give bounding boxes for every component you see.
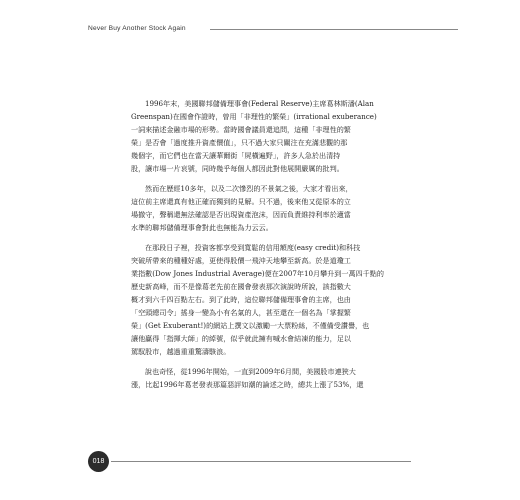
text-line: 「空頭總司令」搖身一變為小有名氣的人，甚至還在一個名為「掌握繁: [131, 308, 351, 317]
running-title: Never Buy Another Stock Again: [88, 25, 186, 32]
text-line: 股，讓市場一片哀號，同時幾乎每個人都因此對他展開嚴厲的批判。: [131, 164, 344, 173]
text-line: 歷史新高峰，而不是像葛老先前在國會發表那次演說時所說，該指數大: [131, 282, 351, 291]
paragraph-4: [131, 365, 403, 391]
paragraph-1: [131, 97, 403, 175]
text-line: 場撤守，聲稱還無法確認是否出現資產泡沫，因而負責維持利率於適當: [131, 210, 351, 219]
body-text: [131, 97, 403, 398]
text-line: 榮」是否會「過度推升資產價值」，只不過大家只關注在充滿悲觀的那: [131, 138, 348, 147]
text-line: 業指數(Dow Jones Industrial Average)便在2007年10月攀升到一萬四千點的: [131, 269, 384, 278]
running-header: [88, 24, 458, 36]
text-line: 幾個字，而它們也在當天讓華爾街「屍橫遍野」，許多人急於出清持: [131, 151, 341, 160]
text-line: 駕馭股市，越過重重驚濤駭浪。: [131, 347, 231, 356]
text-line: Greenspan)在國會作證時，曾用「非理性的繁榮」(irrational exuberance): [131, 112, 377, 121]
text-line: 這位前主席還真有他正確而獨到的見解。只不過，後來他又從原本的立: [131, 197, 351, 206]
text-line: 說也奇怪，從1996年開始，一直到2009年6月間，美國股市連狹大: [145, 367, 356, 376]
paragraph-2: [131, 182, 403, 234]
header-rule: [210, 29, 458, 30]
text-line: 一詞來描述金融市場的形勢。當時國會議員還追問，這種「非理性的繁: [131, 125, 351, 134]
text-line: 漲，比起1996年葛老發表那篇惡評如潮的論述之時，總共上漲了53%，還: [131, 380, 364, 389]
text-line: 突破所帶來的種種好處，更使得股價一飛沖天地攀至新高。於是道瓊工: [131, 256, 351, 265]
text-line: 在那段日子裡，投資客都享受到寬鬆的信用額度(easy credit)和科技: [145, 243, 361, 252]
text-line: 1996年末，美國聯邦儲備理事會(Federal Reserve)主席葛林斯潘(Alan: [145, 99, 374, 108]
paragraph-3: [131, 241, 403, 358]
page-number: 018: [88, 451, 109, 472]
text-line: 讓他贏得「指揮大師」的綽號，似乎就此擁有喊水會結凍的能力，足以: [131, 334, 351, 343]
text-line: 榮」(Get Exuberant!)的網站上撰文以激勵一大票粉絲，不僅備受讚譽，也: [131, 321, 370, 330]
text-line: 然而在歷經10多年，以及二次慘烈的不景氣之後，大家才看出來，: [145, 184, 353, 193]
text-line: 水準的聯邦儲備理事會對此也無能為力云云。: [131, 223, 273, 232]
footer-rule: [111, 461, 411, 462]
text-line: 概才到六千四百點左右。到了此時，這位聯邦儲備理事會的主席，也由: [131, 295, 351, 304]
